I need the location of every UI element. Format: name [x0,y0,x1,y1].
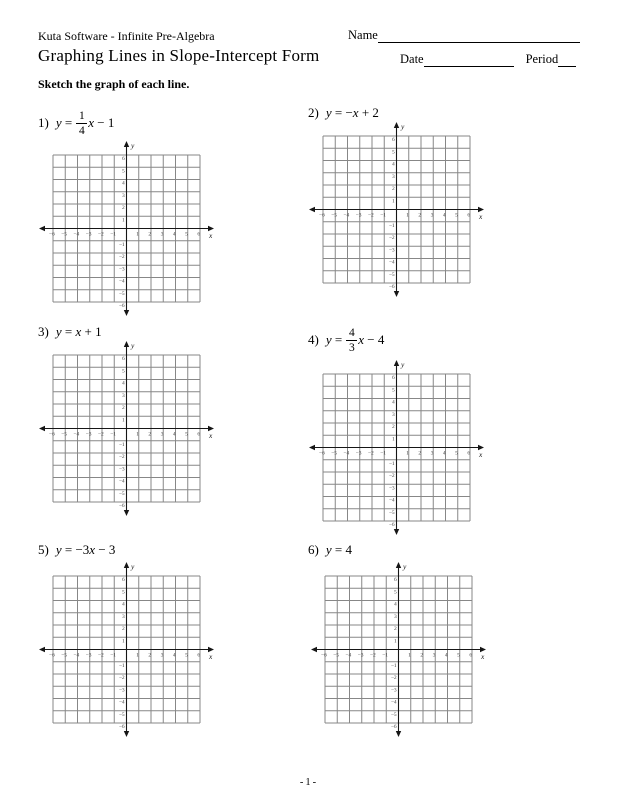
y-axis-label: y [131,341,135,350]
svg-text:5: 5 [121,168,125,175]
svg-text:−2: −2 [369,652,376,659]
svg-text:−1: −1 [118,241,125,248]
problem-number: 2) [308,105,319,120]
svg-text:−6: −6 [318,450,325,457]
equation-text: y = x + 1 [55,324,102,339]
svg-text:1: 1 [406,450,409,457]
svg-text:5: 5 [455,212,458,219]
x-axis-label: x [209,431,213,440]
axes [313,364,480,531]
problem-5-graph[interactable] [37,560,216,744]
graph-grid-3[interactable] [37,339,216,518]
svg-text:4: 4 [172,431,176,438]
svg-text:2: 2 [148,431,152,438]
svg-text:6: 6 [467,212,471,219]
svg-text:−1: −1 [390,662,397,669]
svg-text:−4: −4 [73,231,80,238]
problem-6-equation [308,543,352,558]
svg-text:−1: −1 [380,212,386,219]
svg-text:6: 6 [391,137,395,143]
svg-text:−5: −5 [61,652,67,659]
svg-text:5: 5 [455,450,458,457]
svg-text:−6: −6 [48,231,55,238]
problem-4-graph[interactable] [307,358,486,542]
svg-text:3: 3 [430,212,434,219]
svg-text:6: 6 [197,431,201,438]
svg-text:−4: −4 [118,699,125,706]
page-title: Graphing Lines in Slope-Intercept Form [38,46,320,65]
svg-text:6: 6 [197,652,201,659]
svg-text:2: 2 [418,450,422,457]
svg-text:−4: −4 [118,478,125,485]
svg-text:−3: −3 [390,687,397,694]
svg-text:6: 6 [467,450,471,457]
svg-text:−4: −4 [118,278,125,285]
svg-text:4: 4 [444,652,448,659]
svg-text:−5: −5 [61,431,67,438]
svg-text:4: 4 [172,231,176,238]
svg-text:−5: −5 [333,652,339,659]
svg-text:−4: −4 [343,450,350,457]
x-axis-label: x [479,212,483,221]
svg-text:2: 2 [121,205,125,211]
svg-text:−6: −6 [48,431,55,438]
svg-text:4: 4 [442,450,446,457]
x-tick-labels [49,653,201,659]
axes [315,566,482,733]
svg-text:5: 5 [121,368,125,375]
svg-text:3: 3 [160,652,164,659]
svg-text:−6: −6 [118,724,125,730]
y-axis-label: y [401,122,405,131]
svg-text:5: 5 [457,652,460,659]
graph-grid-2[interactable] [307,120,486,299]
fraction: $\frac{4}{3}$ [346,327,357,354]
axes [313,126,480,293]
x-tick-labels [319,213,471,219]
svg-text:3: 3 [391,411,395,418]
svg-text:1: 1 [136,431,139,438]
equation-text: y = − x + 2 [325,105,379,120]
svg-text:−2: −2 [367,450,374,457]
problem-4-equation [308,327,384,354]
svg-text:4: 4 [393,601,397,608]
problem-3-graph[interactable] [37,339,216,523]
svg-text:−6: −6 [48,652,55,659]
svg-text:−2: −2 [118,254,125,260]
name-label: Name [348,28,378,43]
period-blank[interactable] [558,53,576,67]
svg-text:−5: −5 [118,490,125,497]
svg-text:−3: −3 [85,231,92,238]
svg-text:2: 2 [420,652,424,659]
svg-text:−1: −1 [110,652,116,659]
x-tick-labels [49,432,201,438]
svg-text:1: 1 [408,652,411,659]
problem-number: 1) [38,115,49,131]
y-axis-label: y [403,562,407,571]
svg-text:2: 2 [391,424,395,430]
problem-5-equation [38,543,115,558]
name-row [348,28,580,43]
svg-text:6: 6 [121,156,125,162]
svg-text:−6: −6 [320,652,327,659]
svg-text:3: 3 [160,231,164,238]
svg-text:3: 3 [432,652,436,659]
y-axis-label: y [131,141,135,150]
svg-text:−5: −5 [331,212,337,219]
svg-text:−1: −1 [110,431,116,438]
x-axis-label: x [479,450,483,459]
svg-text:2: 2 [121,405,125,411]
svg-text:6: 6 [121,577,125,583]
svg-text:−4: −4 [343,212,350,219]
svg-text:−6: −6 [118,503,125,509]
svg-text:3: 3 [160,431,164,438]
svg-text:1: 1 [136,231,139,238]
svg-text:5: 5 [185,231,188,238]
svg-text:1: 1 [406,212,409,219]
svg-text:−5: −5 [331,450,337,457]
svg-text:1: 1 [121,638,125,645]
x-axis-label: x [209,652,213,661]
svg-text:−2: −2 [388,473,395,479]
svg-text:−4: −4 [388,259,395,266]
svg-text:2: 2 [391,186,395,192]
svg-text:6: 6 [391,375,395,381]
svg-text:2: 2 [121,626,125,632]
svg-text:2: 2 [418,212,422,219]
svg-text:1: 1 [121,217,125,224]
svg-text:2: 2 [148,231,152,238]
period-label: Period [525,52,559,67]
svg-text:−2: −2 [118,675,125,681]
svg-text:−1: −1 [382,652,388,659]
svg-text:−5: −5 [118,290,125,297]
svg-text:−2: −2 [388,235,395,241]
equation-text: y = −3 x − 3 [55,542,116,557]
svg-text:4: 4 [442,212,446,219]
equation-text: y = $\frac{1}{4}$ x − 1 [55,110,115,138]
fraction: $\frac{1}{4}$ [76,110,87,137]
svg-text:−5: −5 [390,711,397,718]
problem-1-equation [38,110,114,137]
svg-text:−3: −3 [388,247,395,254]
y-axis-label: y [401,360,405,369]
equation-text: y = $\frac{4}{3}$ x − 4 [325,327,385,355]
y-tick-labels [389,137,395,290]
svg-text:−6: −6 [388,284,395,290]
axes [43,145,210,312]
svg-text:−2: −2 [367,212,374,219]
svg-text:−3: −3 [85,652,92,659]
date-blank[interactable] [424,53,514,67]
x-tick-labels [49,232,201,238]
svg-text:−4: −4 [390,699,397,706]
svg-text:4: 4 [121,180,125,187]
svg-text:−5: −5 [61,231,67,238]
svg-text:3: 3 [121,392,125,399]
svg-text:6: 6 [197,231,201,238]
svg-text:−1: −1 [388,222,395,229]
svg-text:−1: −1 [110,231,116,238]
problem-2-equation [308,106,379,121]
svg-text:−5: −5 [118,711,125,718]
svg-text:6: 6 [121,356,125,362]
svg-text:3: 3 [121,613,125,620]
problem-2-graph[interactable] [307,120,486,304]
svg-text:−3: −3 [118,687,125,694]
svg-text:3: 3 [430,450,434,457]
graph-grid-4[interactable] [307,358,486,537]
svg-text:−3: −3 [355,450,362,457]
svg-text:4: 4 [121,601,125,608]
x-tick-labels [319,451,471,457]
brand-text: Kuta Software - Infinite Pre-Algebra [38,29,215,43]
svg-text:−1: −1 [380,450,386,457]
problem-number: 6) [308,542,319,557]
problem-number: 4) [308,332,319,348]
svg-text:1: 1 [136,652,139,659]
svg-text:1: 1 [391,198,395,205]
svg-text:4: 4 [391,399,395,406]
svg-text:−4: −4 [388,497,395,504]
svg-text:−6: −6 [390,724,397,730]
svg-text:1: 1 [393,638,397,645]
svg-text:−3: −3 [118,466,125,473]
svg-text:−2: −2 [97,652,104,659]
svg-text:−4: −4 [73,431,80,438]
axes [43,566,210,733]
svg-text:−3: −3 [355,212,362,219]
graph-grid-6[interactable] [309,560,488,739]
axes [43,345,210,512]
date-label: Date [400,52,424,67]
svg-text:−2: −2 [118,454,125,460]
svg-text:5: 5 [185,652,188,659]
y-axis-label: y [131,562,135,571]
svg-text:−5: −5 [388,509,395,516]
svg-text:−1: −1 [118,441,125,448]
svg-text:6: 6 [393,577,397,583]
graph-grid-5[interactable] [37,560,216,739]
svg-text:4: 4 [391,161,395,168]
instruction-text: Sketch the graph of each line. [38,77,190,91]
graph-grid-1[interactable] [37,139,216,318]
svg-text:4: 4 [121,380,125,387]
svg-text:5: 5 [391,387,395,394]
svg-text:1: 1 [391,436,395,443]
x-axis-label: x [481,652,485,661]
page-number: -1- [299,777,319,788]
svg-text:−1: −1 [118,662,125,669]
problem-6-graph[interactable] [309,560,488,744]
svg-text:6: 6 [469,652,473,659]
y-tick-labels [119,356,125,509]
svg-text:5: 5 [393,589,397,596]
svg-text:−2: −2 [390,675,397,681]
svg-text:−2: −2 [97,231,104,238]
svg-text:−5: −5 [388,271,395,278]
svg-text:−3: −3 [85,431,92,438]
problem-number: 3) [38,324,49,339]
problem-1-graph[interactable] [37,139,216,323]
svg-text:−2: −2 [97,431,104,438]
y-tick-labels [119,577,125,730]
svg-text:5: 5 [391,149,395,156]
svg-text:−6: −6 [318,212,325,219]
svg-text:1: 1 [121,417,125,424]
problem-3-equation [38,325,102,340]
problem-number: 5) [38,542,49,557]
y-tick-labels [391,577,397,730]
svg-text:3: 3 [121,192,125,199]
svg-text:5: 5 [121,589,125,596]
svg-text:4: 4 [172,652,176,659]
svg-text:−6: −6 [388,522,395,528]
svg-text:−4: −4 [73,652,80,659]
svg-text:2: 2 [393,626,397,632]
equation-text: y = 4 [325,542,352,557]
date-period-row [400,52,580,67]
svg-text:−3: −3 [357,652,364,659]
x-tick-labels [321,653,473,659]
y-tick-labels [119,156,125,309]
svg-text:3: 3 [393,613,397,620]
svg-text:−3: −3 [118,266,125,273]
svg-text:2: 2 [148,652,152,659]
svg-text:−6: −6 [118,303,125,309]
svg-text:−1: −1 [388,460,395,467]
y-tick-labels [389,375,395,528]
svg-text:−3: −3 [388,485,395,492]
svg-text:5: 5 [185,431,188,438]
svg-text:3: 3 [391,173,395,180]
x-axis-label: x [209,231,213,240]
svg-text:−4: −4 [345,652,352,659]
name-blank[interactable] [378,29,580,43]
